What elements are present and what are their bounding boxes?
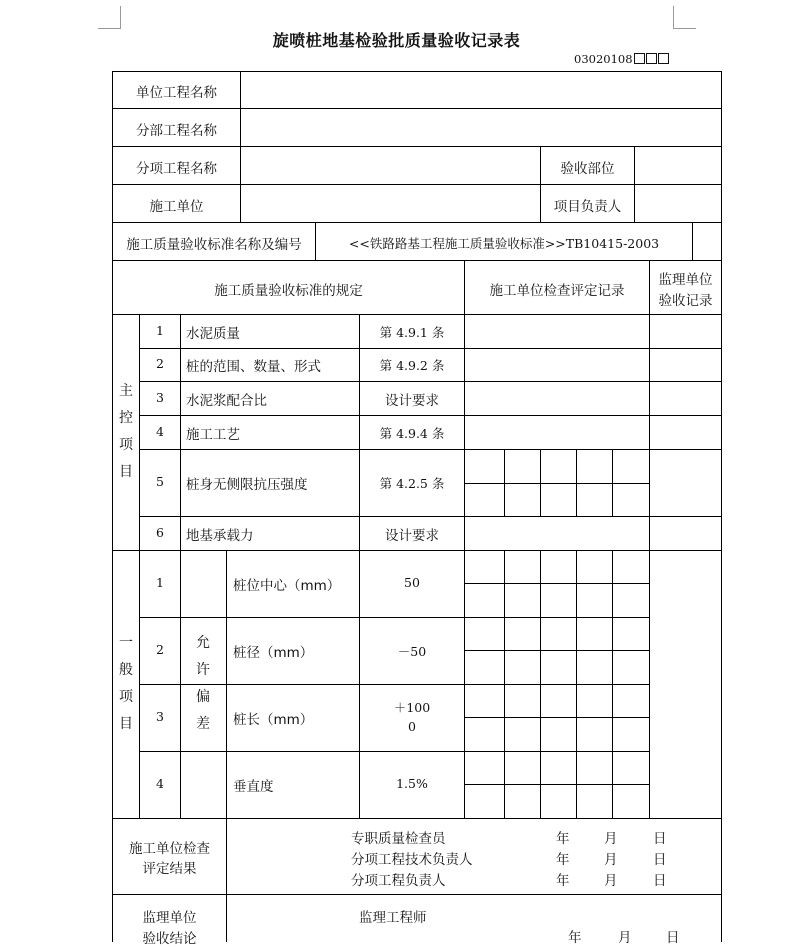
- date-day: 日: [653, 831, 667, 847]
- code-box-3: [658, 53, 669, 64]
- signer-quality-inspector: 专职质量检查员: [351, 831, 446, 847]
- item-no: 1: [156, 323, 164, 338]
- signer-technical-leader: 分项工程技术负责人: [351, 852, 473, 868]
- date-month: 月: [618, 930, 632, 946]
- date-day: 日: [653, 852, 667, 868]
- item-no: 1: [156, 575, 164, 590]
- item-requirement: 第 4.9.1 条: [379, 325, 445, 340]
- item-requirement: 设计要求: [385, 393, 439, 409]
- form-title: 旋喷桩地基检验批质量验收记录表: [272, 31, 521, 50]
- label-sub-item: 分项工程名称: [136, 161, 217, 177]
- col-header-contractor-check: 施工单位检查评定记录: [489, 283, 625, 299]
- item-name: 水泥质量: [186, 326, 240, 342]
- code-box-1: [634, 53, 645, 64]
- code-box-2: [646, 53, 657, 64]
- item-no: 3: [156, 390, 164, 405]
- main-control-label: 主 控 项 目: [119, 383, 133, 480]
- standard-value: <<铁路路基工程施工质量验收标准>>TB10415-2003: [348, 236, 660, 251]
- date-year: 年: [556, 852, 570, 868]
- date-month: 月: [604, 852, 618, 868]
- date-year: 年: [556, 831, 570, 847]
- contractor-result-label-2: 评定结果: [142, 861, 197, 877]
- item-requirement: 第 4.2.5 条: [379, 476, 445, 491]
- supervision-engineer: 监理工程师: [359, 910, 427, 926]
- item-no: 3: [156, 709, 164, 724]
- tolerance-label: 允 许 偏 差: [196, 635, 210, 732]
- item-requirement: －50: [397, 644, 427, 659]
- supervision-result-label-1: 监理单位: [142, 910, 197, 926]
- corner-mark-left: [98, 6, 121, 29]
- label-standard: 施工质量验收标准名称及编号: [126, 237, 302, 253]
- item-name: 桩长（mm）: [233, 712, 314, 728]
- date-year: 年: [568, 930, 582, 946]
- form-code-prefix: 03020108: [574, 52, 633, 66]
- item-no: 4: [156, 776, 164, 791]
- item-name: 桩身无侧限抗压强度: [186, 477, 308, 493]
- col-header-supervision-1: 监理单位: [658, 272, 713, 288]
- date-month: 月: [604, 831, 618, 847]
- date-day: 日: [666, 930, 680, 946]
- signer-project-leader: 分项工程负责人: [351, 873, 446, 889]
- item-requirement: 第 4.9.4 条: [379, 426, 445, 441]
- item-no: 6: [156, 525, 164, 540]
- label-inspection-part: 验收部位: [560, 161, 615, 177]
- item-name: 桩的范围、数量、形式: [186, 359, 321, 375]
- item-name: 垂直度: [233, 779, 274, 795]
- contractor-result-label-1: 施工单位检查: [129, 841, 210, 857]
- item-requirement: 第 4.9.2 条: [379, 358, 445, 373]
- item-no: 4: [156, 424, 164, 439]
- label-sub-division: 分部工程名称: [136, 123, 217, 139]
- item-requirement: ＋100: [393, 700, 431, 715]
- label-project-leader: 项目负责人: [553, 199, 622, 215]
- date-day: 日: [653, 873, 667, 889]
- corner-mark-right: [673, 6, 696, 29]
- item-name: 施工工艺: [186, 427, 240, 443]
- item-name: 地基承载力: [186, 528, 254, 544]
- supervision-result-label-2: 验收结论: [142, 931, 197, 947]
- item-requirement: 1.5%: [396, 776, 428, 791]
- item-name: 桩径（mm）: [233, 645, 314, 661]
- item-no: 5: [156, 474, 164, 489]
- item-no: 2: [156, 356, 164, 371]
- item-name: 水泥浆配合比: [186, 393, 267, 409]
- item-requirement: 设计要求: [385, 528, 439, 544]
- item-requirement-lower: 0: [408, 719, 416, 734]
- label-contractor: 施工单位: [149, 199, 204, 215]
- item-requirement: 50: [404, 575, 420, 590]
- date-month: 月: [604, 873, 618, 889]
- col-header-standard-rules: 施工质量验收标准的规定: [214, 283, 363, 299]
- form-code: [574, 52, 669, 66]
- label-unit-project: 单位工程名称: [136, 85, 217, 101]
- col-header-supervision-2: 验收记录: [658, 293, 713, 309]
- general-label: 一 般 项 目: [119, 635, 133, 732]
- date-year: 年: [556, 873, 570, 889]
- item-name: 桩位中心（mm）: [233, 578, 341, 594]
- item-no: 2: [156, 642, 164, 657]
